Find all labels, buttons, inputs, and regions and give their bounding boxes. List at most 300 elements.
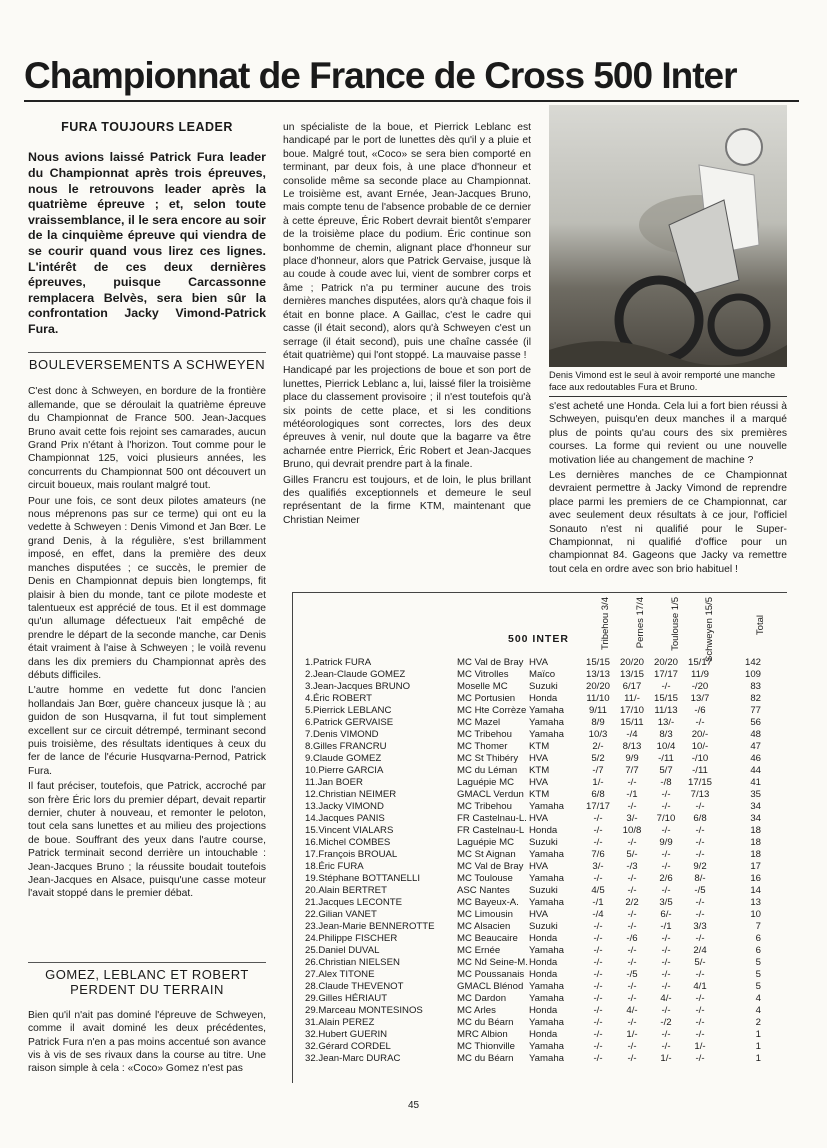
result-pernes: 4/- (626, 1005, 638, 1016)
table-row (305, 801, 761, 813)
club: MC Val de Bray (457, 657, 524, 668)
result-pernes: -/- (627, 777, 637, 788)
rider-name: 7.Denis VIMOND (305, 729, 379, 740)
column-header-pernes: Pernes 17/4 (635, 597, 646, 649)
rider-name: 11.Jan BOER (305, 777, 363, 788)
result-tribehou: 9/11 (589, 705, 607, 716)
results-table-box (292, 592, 787, 1083)
table-row (305, 753, 761, 765)
result-toulouse: -/- (661, 801, 671, 812)
column-1 (28, 121, 266, 340)
result-schweyen: -/- (695, 969, 705, 980)
make: Suzuki (529, 921, 558, 932)
page-title: Championnat de France de Cross 500 Inter (24, 55, 737, 96)
result-tribehou: -/4 (592, 909, 604, 920)
rider-name: 3.Jean-Jacques BRUNO (305, 681, 411, 692)
club: FR Castelnau-L (457, 825, 525, 836)
total-points: 46 (750, 753, 761, 764)
result-schweyen: 6/8 (693, 813, 707, 824)
result-tribehou: -/- (593, 933, 603, 944)
result-toulouse: -/- (661, 789, 671, 800)
result-tribehou: 11/10 (586, 693, 610, 704)
club: MC St Aignan (457, 849, 516, 860)
result-pernes: -/- (627, 909, 637, 920)
table-row (305, 933, 761, 945)
result-pernes: -/- (627, 1017, 637, 1028)
rider-name: 15.Vincent VIALARS (305, 825, 394, 836)
result-tribehou: 6/8 (591, 789, 605, 800)
result-toulouse: -/- (661, 981, 671, 992)
result-toulouse: 7/10 (656, 813, 676, 824)
result-schweyen: 13/7 (690, 693, 710, 704)
body-paragraph: Handicapé par les projections de boue et son port de lunettes, Pierrick Leblanc a, lui, laissé filer la troisième place du classement provisoire ; il n'est toutefois qu'à six points de cette place, et si les conditions météorologiques sont correctes, lors des deux épreuves à venir, nul doute que la bagarre va être acharnée entre Pierrick, Éric Robert et Jean-Jacques Bruno, qui devrait prendre part à la finale. (283, 365, 531, 471)
total-points: 17 (750, 861, 761, 872)
total-points: 16 (750, 873, 761, 884)
table-row (305, 681, 761, 693)
result-schweyen: -/- (695, 801, 705, 812)
club: MC Nd Seine-M. (457, 957, 528, 968)
total-points: 142 (744, 657, 761, 668)
rider-name: 9.Claude GOMEZ (305, 753, 382, 764)
total-points: 5 (755, 981, 761, 992)
total-points: 1 (755, 1053, 761, 1064)
result-pernes: 9/9 (625, 753, 639, 764)
rider-name: 31.Alain PEREZ (305, 1017, 375, 1028)
body-paragraph: Il faut préciser, toutefois, que Patrick, accroché par son frère Éric lors du premier départ, devait repartir dernier, chuter à nouveau, et remonter le peloton, tout cela sans lunettes et au milieu des projections de boue. Souffrant des yeux dans l'autre course, Patrick terminait second derrière un intouchable : Jean-Jacques Bruno ; la réussite boudait toutefois Jean-Jacques en Alsace, puisqu'une casse moteur l'avait stoppé dans le premier débat. (28, 781, 266, 900)
body-paragraph: s'est acheté une Honda. Cela lui a fort bien réussi à Schweyen, puisqu'en deux manches il a marqué plus de points qu'au cours des six premières courses. La forme qui revient ou une nouvelle motivation liée au changement de machine ? (549, 401, 787, 466)
result-toulouse: -/8 (660, 777, 672, 788)
total-points: 2 (755, 1017, 761, 1028)
club: MC Poussanais (457, 969, 525, 980)
result-tribehou: -/- (593, 1053, 603, 1064)
table-row (305, 741, 761, 753)
rider-name: 32.Gérard CORDEL (305, 1041, 391, 1052)
club: MC Thomer (457, 741, 508, 752)
result-pernes: 1/- (626, 1029, 638, 1040)
club: MC Toulouse (457, 873, 513, 884)
body-paragraph: Pour une fois, ce sont deux pilotes amateurs (ne nous méprenons pas sur ce terme) qui ont eu la vedette à Schweyen : Denis Vimond et Jan Bœr. Le grand Denis, à la régulière, s'est brillamment imposé, en effet, dans la première des deux manches disputées ; ce succès, le premier de Denis en Championnat depuis bien longtemps, fit plaisir à bien du monde, tant ce pilote modeste et talentueux est apprécié de tous. Et il est dommage qu'un allumage défectueux l'ait empêché de prendre le départ de la seconde manche, car Denis était vraiment à l'aise à Schweyen ; le voilà revenu dans les dix premiers du Championnat après des débuts difficiles. (28, 495, 266, 681)
result-tribehou: -/- (593, 981, 603, 992)
rider-name: 32.Jean-Marc DURAC (305, 1053, 401, 1064)
total-points: 5 (755, 969, 761, 980)
body-paragraph: L'autre homme en vedette fut donc l'ancien hollandais Jan Bœr, guère chanceux jusque là ; au guidon de son Husqvarna, il fut tout simplement excellent sur ce circuit détrempé, terminant second puis troisième, des résultats identiques à ceux du fer de lance de l'écurie Husqvarna-Pernod, Patrick Fura. (28, 685, 266, 777)
make: Honda (529, 1005, 558, 1016)
table-row (305, 657, 761, 669)
rider-name: 22.Gilian VANET (305, 909, 377, 920)
make: Suzuki (529, 681, 558, 692)
result-schweyen: 3/3 (693, 921, 707, 932)
table-row (305, 717, 761, 729)
section-heading-schweyen: BOULEVERSEMENTS A SCHWEYEN (28, 357, 266, 372)
result-toulouse: -/11 (658, 753, 674, 764)
table-title: 500 INTER (508, 633, 569, 645)
results-table (305, 657, 761, 1065)
result-schweyen: 9/2 (693, 861, 707, 872)
result-toulouse: -/- (661, 1041, 671, 1052)
result-pernes: -/- (627, 885, 637, 896)
result-tribehou: 7/6 (591, 849, 605, 860)
rider-name: 19.Stéphane BOTTANELLI (305, 873, 421, 884)
result-toulouse: -/- (661, 969, 671, 980)
club: MC Hte Corrèze (457, 705, 527, 716)
table-row (305, 945, 761, 957)
club: MC Tribehou (457, 729, 512, 740)
result-toulouse: -/- (661, 933, 671, 944)
result-tribehou: 17/17 (585, 801, 610, 812)
total-points: 7 (755, 921, 761, 932)
club: MC Bayeux-A. (457, 897, 519, 908)
result-toulouse: 8/3 (659, 729, 673, 740)
result-tribehou: -/- (593, 969, 603, 980)
rider-name: 10.Pierre GARCIA (305, 765, 384, 776)
rider-name: 29.Marceau MONTESINOS (305, 1005, 423, 1016)
table-row (305, 1053, 761, 1065)
result-toulouse: -/- (661, 957, 671, 968)
table-row (305, 705, 761, 717)
rider-name: 29.Gilles HÉRIAUT (305, 993, 388, 1004)
make: HVA (529, 813, 549, 824)
result-tribehou: 2/- (592, 741, 604, 752)
result-pernes: -/- (627, 945, 637, 956)
table-row (305, 957, 761, 969)
total-points: 1 (755, 1029, 761, 1040)
club: Moselle MC (457, 681, 508, 692)
result-schweyen: 5/- (694, 957, 706, 968)
club: MC du Béarn (457, 1017, 514, 1028)
rider-name: 2.Jean-Claude GOMEZ (305, 669, 406, 680)
result-toulouse: -/- (661, 1005, 671, 1016)
total-points: 6 (755, 933, 761, 944)
make: Yamaha (529, 1053, 565, 1064)
result-schweyen: 2/4 (693, 945, 707, 956)
result-tribehou: 3/- (592, 861, 604, 872)
body-paragraph: C'est donc à Schweyen, en bordure de la frontière allemande, que se déroulait la quatrième épreuve du Championnat de France 500. Jean-Jacques Bruno avait cette fois rejoint ses camarades, aucun Grand Prix n'étant à l'horizon. Tout comme pour le Championnat 125, voici plusieurs années, les concurrents du Championnat 500 ont découvert un circuit boueux, mais roulant malgré tout. (28, 386, 266, 492)
result-pernes: 13/15 (619, 669, 644, 680)
result-tribehou: 13/13 (585, 669, 610, 680)
result-toulouse: -/- (661, 849, 671, 860)
result-toulouse: 1/- (660, 1053, 672, 1064)
result-schweyen: 7/13 (690, 789, 710, 800)
result-schweyen: -/- (695, 933, 705, 944)
result-pernes: -/- (627, 801, 637, 812)
result-tribehou: -/1 (592, 897, 604, 908)
result-pernes: -/- (627, 981, 637, 992)
result-toulouse: 3/5 (659, 897, 673, 908)
lead-paragraph: Nous avions laissé Patrick Fura leader du Championnat après trois épreuves, nous le retrouvons leader après la quatrième épreuve ; et, selon toute vraissemblance, il le sera encore au soir de la cinquième épreuve qui viendra de se courir quand vous lirez ces lignes. L'intérêt de ces deux dernières épreuves, puisque Carcassonne remplacera Belvès, sera bien sûr la confrontation Jacky Vimond-Patrick Fura. (28, 150, 266, 336)
result-schweyen: -/- (695, 717, 705, 728)
result-schweyen: 1/- (694, 1041, 706, 1052)
result-pernes: 3/- (626, 813, 638, 824)
total-points: 4 (755, 993, 761, 1004)
club: MC du Béarn (457, 1053, 514, 1064)
rider-name: 32.Hubert GUERIN (305, 1029, 388, 1040)
table-row (305, 837, 761, 849)
table-row (305, 861, 761, 873)
result-schweyen: -/6 (694, 705, 706, 716)
section-divider (28, 352, 266, 353)
result-toulouse: 5/7 (659, 765, 673, 776)
make: KTM (529, 741, 550, 752)
rider-name: 6.Patrick GERVAISE (305, 717, 394, 728)
rider-name: 8.Gilles FRANCRU (305, 741, 387, 752)
total-points: 82 (750, 693, 761, 704)
result-tribehou: -/- (593, 1029, 603, 1040)
result-pernes: 10/8 (622, 825, 642, 836)
result-toulouse: -/- (661, 885, 671, 896)
rider-name: 1.Patrick FURA (305, 657, 372, 668)
result-pernes: -/- (627, 1041, 637, 1052)
photo-caption: Denis Vimond est le seul à avoir remporté une manche face aux redoutables Fura et Bruno. (549, 369, 787, 397)
result-pernes: -/3 (626, 861, 638, 872)
club: MC Val de Bray (457, 861, 524, 872)
result-schweyen: -/- (695, 849, 705, 860)
result-schweyen: -/20 (691, 681, 709, 692)
total-points: 56 (750, 717, 761, 728)
total-points: 34 (750, 813, 761, 824)
result-tribehou: -/- (593, 1017, 603, 1028)
result-pernes: -/- (627, 873, 637, 884)
table-row (305, 885, 761, 897)
result-schweyen: 15/17 (687, 657, 712, 668)
result-schweyen: 4/1 (693, 981, 707, 992)
club: MC Arles (457, 1005, 496, 1016)
column-3 (549, 400, 787, 578)
result-schweyen: -/- (695, 993, 705, 1004)
make: Yamaha (529, 981, 565, 992)
club: MC Tribehou (457, 801, 512, 812)
total-points: 83 (750, 681, 761, 692)
club: MC Limousin (457, 909, 513, 920)
table-row (305, 921, 761, 933)
total-points: 10 (750, 909, 761, 920)
make: Yamaha (529, 801, 565, 812)
total-points: 4 (755, 1005, 761, 1016)
total-points: 5 (755, 957, 761, 968)
result-pernes: -/- (627, 921, 637, 932)
total-points: 18 (750, 837, 761, 848)
make: Honda (529, 825, 558, 836)
result-toulouse: 4/- (660, 993, 672, 1004)
rider-name: 12.Christian NEIMER (305, 789, 397, 800)
total-points: 77 (750, 705, 761, 716)
make: Maïco (529, 669, 556, 680)
result-toulouse: 6/- (660, 909, 672, 920)
result-pernes: -/1 (626, 789, 638, 800)
total-points: 48 (750, 729, 761, 740)
page-number: 45 (407, 1100, 420, 1111)
table-row (305, 729, 761, 741)
total-points: 13 (750, 897, 761, 908)
column-1-end (28, 968, 266, 1078)
club: MC Portusien (457, 693, 516, 704)
club: Laguépie MC (457, 777, 515, 788)
make: Honda (529, 933, 558, 944)
club: MC St Thibéry (457, 753, 519, 764)
result-toulouse: -/1 (660, 921, 672, 932)
rider-name: 16.Michel COMBES (305, 837, 391, 848)
result-toulouse: -/- (661, 825, 671, 836)
result-pernes: 5/- (626, 849, 638, 860)
make: Yamaha (529, 849, 565, 860)
make: Yamaha (529, 873, 565, 884)
column-header-schweyen: Schweyen 15/5 (704, 597, 715, 662)
make: Yamaha (529, 1017, 565, 1028)
table-row (305, 1005, 761, 1017)
table-row (305, 777, 761, 789)
result-tribehou: 4/5 (591, 885, 605, 896)
result-tribehou: 10/3 (588, 729, 608, 740)
result-schweyen: -/11 (692, 765, 708, 776)
rider-illustration (549, 105, 787, 367)
result-toulouse: -/2 (660, 1017, 672, 1028)
make: Yamaha (529, 1041, 565, 1052)
total-points: 109 (744, 669, 761, 680)
result-pernes: 20/20 (619, 657, 644, 668)
make: Yamaha (529, 729, 565, 740)
make: Honda (529, 969, 558, 980)
result-pernes: 2/2 (625, 897, 639, 908)
result-pernes: -/- (627, 957, 637, 968)
column-2 (283, 121, 531, 529)
club: MC Vitrolles (457, 669, 509, 680)
result-schweyen: -/- (695, 825, 705, 836)
result-pernes: 17/10 (619, 705, 644, 716)
result-tribehou: 8/9 (591, 717, 605, 728)
result-tribehou: -/- (593, 921, 603, 932)
result-tribehou: -/- (593, 957, 603, 968)
rider-name: 5.Pierrick LEBLANC (305, 705, 392, 716)
result-pernes: 15/11 (620, 717, 644, 728)
table-row (305, 873, 761, 885)
result-toulouse: -/- (661, 861, 671, 872)
rider-name: 20.Alain BERTRET (305, 885, 387, 896)
make: Yamaha (529, 993, 565, 1004)
result-pernes: -/- (627, 993, 637, 1004)
result-pernes: 6/17 (622, 681, 642, 692)
make: Honda (529, 1029, 558, 1040)
rider-name: 14.Jacques PANIS (305, 813, 385, 824)
club: FR Castelnau-L. (457, 813, 527, 824)
result-toulouse: -/- (661, 681, 671, 692)
table-row (305, 909, 761, 921)
total-points: 34 (750, 801, 761, 812)
make: Yamaha (529, 705, 565, 716)
rider-name: 27.Alex TITONE (305, 969, 375, 980)
body-paragraph: Gilles Francru est toujours, et de loin, le plus brillant des qualifiés exceptionnels et demeure le seul représentant de la firme KTM, maintenant que Christian Neimer (283, 474, 531, 526)
body-paragraph: Bien qu'il n'ait pas dominé l'épreuve de Schweyen, comme il avait dominé les deux précédentes, Patrick Fura n'en a pas moins accentué son avance vis à vis de ses rivaux dans la course au titre. Une raison simple à cela : «Coco» Gomez n'est pas (28, 1009, 266, 1075)
total-points: 47 (750, 741, 761, 752)
rider-name: 4.Éric ROBERT (305, 693, 372, 704)
section-heading-gomez: GOMEZ, LEBLANC ET ROBERT (45, 967, 249, 982)
table-row (305, 969, 761, 981)
club: MC Dardon (457, 993, 507, 1004)
result-pernes: -/6 (626, 933, 638, 944)
rider-name: 21.Jacques LECONTE (305, 897, 403, 908)
result-tribehou: -/- (593, 825, 603, 836)
club: GMACL Verdun (457, 789, 524, 800)
body-paragraph: un spécialiste de la boue, et Pierrick Leblanc est handicapé par le port de lunettes dès qu'il y a pluie et boue. Malgré tout, «Coco» se sera bien comporté en terminant, par deux fois, à une place d'honneur et consolide même sa seconde place au Championnat. Le troisième est, avant Ernée, Jean-Jacques Bruno, mais compte tenu de l'absence probable de ce dernier à cette épreuve, Éric Robert devrait bientôt s'emparer de la troisième place du podium. Éric continue son bonhomme de chemin, alignant place d'honneur sur place d'honneur, alors que Patrick Gervaise, jusque là au coude à coude avec lui, vient de sombrer corps et âme ; Patrick n'a pu terminer aucune des trois dernières manches disputées, alors qu'à chaque fois il était en bonne place. A Gaillac, c'est le cadre qui casse (il était second), alors qu'à Schweyen c'est un serrage (il était second), puis une chaîne cassée (il était quatrième) qui l'ont stoppé. La mauvaise passe ! (283, 122, 531, 361)
results-table-body (305, 657, 761, 1065)
column-1-body (28, 358, 266, 903)
motocross-photo (549, 105, 787, 367)
make: HVA (529, 909, 549, 920)
column-header-tribehou: Tribehou 3/4 (600, 597, 611, 650)
result-toulouse: 20/20 (653, 657, 678, 668)
total-points: 35 (750, 789, 761, 800)
result-pernes: -/- (627, 837, 637, 848)
result-tribehou: -/- (593, 813, 603, 824)
club: MC Mazel (457, 717, 501, 728)
result-pernes: -/5 (626, 969, 638, 980)
table-row (305, 1029, 761, 1041)
result-schweyen: 11/9 (691, 669, 709, 680)
section-divider (28, 962, 266, 963)
section-heading-leader: FURA TOUJOURS LEADER (61, 120, 233, 134)
column-header-toulouse: Toulouse 1/5 (670, 597, 681, 651)
result-toulouse: -/- (661, 945, 671, 956)
result-schweyen: 17/15 (687, 777, 712, 788)
result-pernes: -/- (627, 1053, 637, 1064)
result-schweyen: 10/- (691, 741, 709, 752)
make: HVA (529, 777, 549, 788)
club: MC Ernée (457, 945, 501, 956)
result-toulouse: 15/15 (653, 693, 678, 704)
result-pernes: -/4 (626, 729, 638, 740)
rider-name: 26.Christian NIELSEN (305, 957, 400, 968)
table-row (305, 897, 761, 909)
rider-name: 23.Jean-Marie BENNEROTTE (305, 921, 435, 932)
result-schweyen: -/5 (694, 885, 706, 896)
result-tribehou: 5/2 (591, 753, 605, 764)
result-toulouse: 11/13 (654, 705, 678, 716)
table-row (305, 813, 761, 825)
make: Yamaha (529, 945, 565, 956)
rider-name: 25.Daniel DUVAL (305, 945, 380, 956)
result-schweyen: 20/- (691, 729, 709, 740)
table-row (305, 825, 761, 837)
rider-name: 18.Éric FURA (305, 861, 364, 872)
result-schweyen: -/- (695, 1053, 705, 1064)
result-schweyen: -/- (695, 909, 705, 920)
make: Suzuki (529, 885, 558, 896)
result-schweyen: -/- (695, 1029, 705, 1040)
rider-name: 28.Claude THEVENOT (305, 981, 404, 992)
column-header-total: Total (755, 615, 766, 636)
total-points: 14 (750, 885, 761, 896)
total-points: 41 (750, 777, 761, 788)
club: ASC Nantes (457, 885, 510, 896)
total-points: 6 (755, 945, 761, 956)
result-tribehou: -/- (593, 1041, 603, 1052)
table-row (305, 849, 761, 861)
club: GMACL Blénod (457, 981, 524, 992)
make: Yamaha (529, 897, 565, 908)
make: KTM (529, 765, 550, 776)
total-points: 1 (755, 1041, 761, 1052)
result-pernes: 11/- (624, 693, 640, 704)
table-row (305, 765, 761, 777)
result-pernes: 7/7 (625, 765, 639, 776)
club: MC Alsacien (457, 921, 511, 932)
result-schweyen: -/- (695, 1005, 705, 1016)
result-tribehou: -/- (593, 993, 603, 1004)
result-tribehou: -/- (593, 837, 603, 848)
result-schweyen: 8/- (694, 873, 706, 884)
rider-name: 17.François BROUAL (305, 849, 398, 860)
make: HVA (529, 753, 549, 764)
result-toulouse: 9/9 (659, 837, 673, 848)
club: MC Beaucaire (457, 933, 518, 944)
